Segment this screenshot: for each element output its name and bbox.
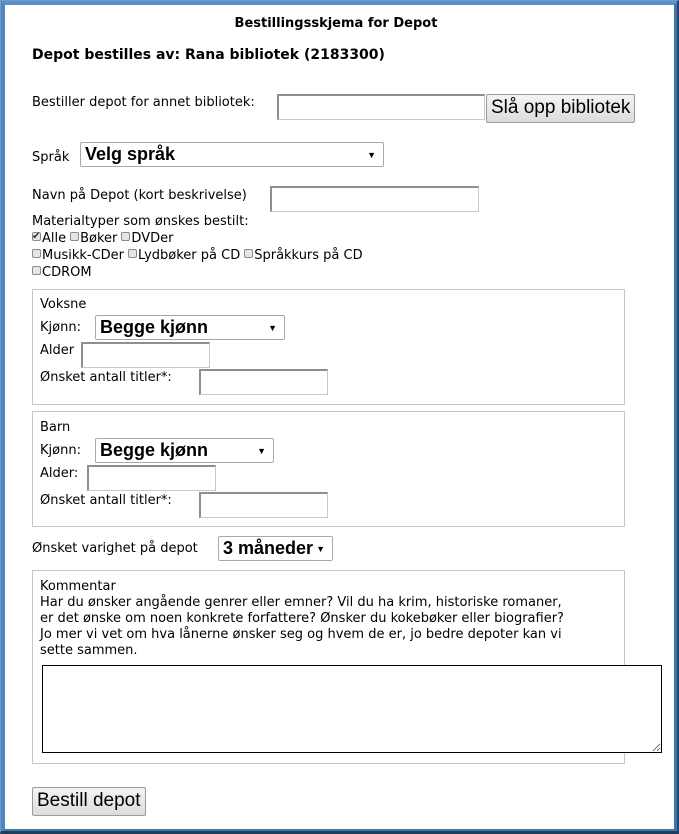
adults-titles-label: Ønsket antall titler*: [40,370,172,385]
material-types-label: Materialtyper som ønskes bestilt: [32,214,249,229]
checkbox-icon[interactable] [32,249,41,258]
page-title: Bestillingsskjema for Depot [234,16,438,31]
material-checkbox-sprakkurs[interactable]: Språkkurs på CD [244,248,362,263]
material-checkbox-lydboker[interactable]: Lydbøker på CD [128,248,240,263]
language-selected: Velg språk [85,144,176,164]
children-legend: Barn [40,420,71,435]
language-select[interactable] [80,142,384,167]
depot-name-label: Navn på Depot (kort beskrivelse) [32,188,247,203]
children-gender-label: Kjønn: [40,443,81,458]
adults-titles-input[interactable] [199,369,328,395]
adults-gender-select[interactable] [95,315,285,340]
adults-gender-label: Kjønn: [40,320,81,335]
lookup-library-button[interactable]: Slå opp bibliotek [486,94,635,123]
material-checkbox-cdrom[interactable]: CDROM [32,265,92,280]
adults-gender-selected: Begge kjønn [100,317,209,337]
dropdown-arrow-icon: ▼ [257,446,266,456]
dropdown-arrow-icon: ▼ [316,544,325,554]
children-titles-input[interactable] [199,492,328,518]
checkbox-icon[interactable] [121,232,130,241]
depot-name-input[interactable] [270,186,479,212]
other-library-label: Bestiller depot for annet bibliotek: [32,95,255,110]
checkbox-icon[interactable] [244,249,253,258]
checkbox-icon[interactable] [128,249,137,258]
checkbox-icon[interactable] [70,232,79,241]
adults-age-label: Alder [40,343,75,358]
comment-textarea[interactable] [42,665,662,753]
form-page [6,6,673,828]
children-age-label: Alder: [40,466,79,481]
duration-select[interactable] [218,536,333,561]
comment-legend: Kommentar [40,579,116,594]
dropdown-arrow-icon: ▼ [268,323,277,333]
dropdown-arrow-icon: ▼ [367,150,376,160]
comment-help-line-4: sette sammen. [40,643,138,658]
submit-order-button[interactable]: Bestill depot [32,787,146,816]
material-types-row-1 [32,230,177,247]
language-label: Språk [32,150,70,165]
adults-legend: Voksne [40,297,87,312]
checkbox-checked-icon[interactable] [32,232,41,241]
material-checkbox-alle[interactable]: ✔Alle [32,231,66,246]
adults-age-input[interactable] [81,342,210,368]
material-checkbox-musikk-cder[interactable]: Musikk-CDer [32,248,124,263]
material-types-row-2 [32,247,367,264]
comment-help-line-1: Har du ønsker angående genrer eller emner? Vil du ha krim, historiske romaner, [40,595,562,610]
comment-help-line-2: er det ønske om noen konkrete forfattere? Ønsker du kokebøker eller biografier? [40,611,564,626]
duration-label: Ønsket varighet på depot [32,541,198,556]
other-library-input[interactable] [277,94,485,120]
material-types-row-3 [32,264,96,281]
duration-selected: 3 måneder [223,538,314,558]
ordered-by-text: Depot bestilles av: Rana bibliotek (2183300) [32,47,385,63]
material-checkbox-dvder[interactable]: DVDer [121,231,173,246]
children-gender-select[interactable] [95,438,274,463]
children-age-input[interactable] [87,465,216,491]
material-checkbox-boker[interactable]: Bøker [70,231,117,246]
children-gender-selected: Begge kjønn [100,440,209,460]
children-titles-label: Ønsket antall titler*: [40,493,172,508]
comment-help-line-3: Jo mer vi vet om hva lånerne ønsker seg og hvem de er, jo bedre depoter kan vi [40,627,562,642]
checkbox-icon[interactable] [32,266,41,275]
